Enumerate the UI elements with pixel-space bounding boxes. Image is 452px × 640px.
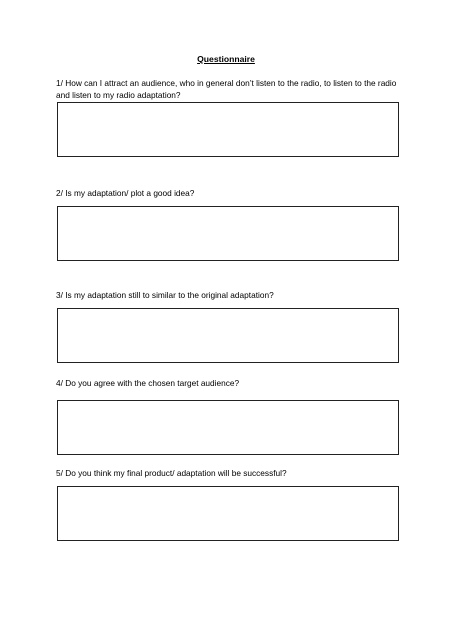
question-1-text: 1/ How can I attract an audience, who in general don’t listen to the radio, to listen to the radio and listen to my radio adaptation? bbox=[56, 78, 397, 100]
page-title: Questionnaire bbox=[197, 54, 255, 64]
question-5-text: 5/ Do you think my final product/ adaptation will be successful? bbox=[56, 468, 287, 478]
question-2-text: 2/ Is my adaptation/ plot a good idea? bbox=[56, 188, 195, 198]
answer-box-2[interactable] bbox=[57, 206, 399, 261]
answer-box-1[interactable] bbox=[57, 102, 399, 157]
question-3-text: 3/ Is my adaptation still to similar to the original adaptation? bbox=[56, 290, 274, 300]
answer-box-3[interactable] bbox=[57, 308, 399, 363]
question-4-text: 4/ Do you agree with the chosen target audience? bbox=[56, 378, 240, 388]
answer-box-5[interactable] bbox=[57, 486, 399, 541]
answer-box-4[interactable] bbox=[57, 400, 399, 455]
